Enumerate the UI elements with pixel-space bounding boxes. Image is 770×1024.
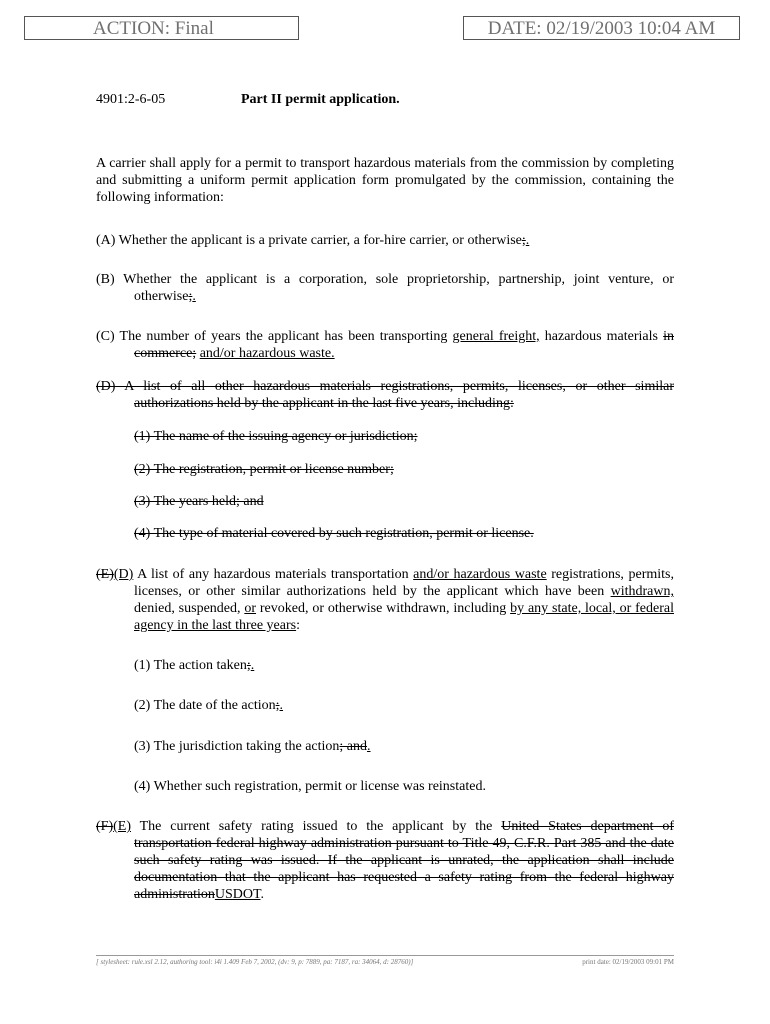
item-1-inserted: .	[250, 658, 255, 673]
footer-print-date: print date: 02/19/2003 09:01 PM	[582, 958, 674, 966]
item-2-inserted: .	[279, 698, 284, 713]
item-3-deleted: ; and	[339, 739, 368, 754]
paragraph-a-deleted: ;	[521, 233, 526, 248]
paragraph-b-text: (B) Whether the applicant is a corporation, sole proprietorship, partnership, joint venture, or otherwise	[96, 272, 674, 304]
item-1-text: (1) The action taken	[134, 658, 247, 673]
paragraph-d-item-4: (4) The type of material covered by such registration, permit or license.	[134, 526, 534, 541]
paragraph-e-item-1	[134, 657, 254, 674]
paragraph-e-inserted-3: or	[244, 601, 257, 616]
item-2-deleted: ;	[275, 698, 280, 713]
paragraph-d-item-1: (1) The name of the issuing agency or jurisdiction;	[134, 429, 418, 444]
paragraph-e-inserted-4: by any state, local, or federal agency in the last three years	[134, 601, 674, 633]
rule-number: 4901:2-6-05	[96, 92, 166, 107]
paragraph-e-item-4	[134, 778, 486, 795]
paragraph-a-text: (A) Whether the applicant is a private carrier, a for-hire carrier, or otherwise	[96, 233, 522, 248]
paragraph-e-text-4: revoked, or otherwise withdrawn, including	[256, 601, 511, 616]
paragraph-d-item-3: (3) The years held; and	[134, 494, 264, 509]
paragraph-e-new-label: (D)	[113, 567, 134, 582]
item-3-text: (3) The jurisdiction taking the action	[134, 739, 340, 754]
action-box	[24, 16, 299, 40]
paragraph-f-deleted: United States department of transportation federal highway administration pursuant to Title 49, C.F.R. Part 385 and the date such safety rating was issued. If the applicant is unrated, the application shall include documentation that the applicant has requested a safety rating from the federal highway administration	[134, 819, 674, 902]
footer-divider	[96, 955, 674, 956]
footer-stylesheet-info: [ stylesheet: rule.xsl 2.12, authoring tool: i4i 1.409 Feb 7, 2002, (dv: 9, p: 7889, pa: 7187, ra: 34064, d: 28760)]	[96, 958, 414, 966]
paragraph-c-deleted: in commerce;	[134, 329, 674, 361]
paragraph-e-inserted-1: and/or hazardous waste	[413, 567, 547, 582]
paragraph-c-inserted-2: and/or hazardous waste.	[199, 346, 335, 361]
item-3-inserted: .	[367, 739, 371, 754]
paragraph-f-new-label: (E)	[113, 819, 132, 834]
paragraph-e-inserted-2: withdrawn,	[610, 584, 674, 599]
paragraph-b	[96, 271, 674, 305]
paragraph-d-deleted: (D) A list of all other hazardous materials registrations, permits, licenses, or other similar authorizations held by the applicant in the last five years, including:	[96, 379, 674, 411]
paragraph-c-inserted-1: general freight,	[452, 329, 540, 344]
paragraph-c-text-1: (C) The number of years the applicant has been transporting	[96, 329, 453, 344]
paragraph-a	[96, 232, 674, 249]
date-box	[463, 16, 740, 40]
paragraph-e-text-1: A list of any hazardous materials transportation	[133, 567, 414, 582]
paragraph-e-text-2: registrations, permits, licenses, or other similar authorizations held by the applicant which have been	[134, 567, 674, 599]
paragraph-c-text-2: hazardous materials	[539, 329, 664, 344]
paragraph-c	[96, 328, 674, 362]
paragraph-f-inserted: USDOT	[214, 887, 261, 902]
paragraph-f	[96, 818, 674, 903]
paragraph-f-old-label: (F)	[96, 819, 114, 834]
paragraph-f-text-2: .	[260, 887, 265, 902]
item-1-deleted: ;	[246, 658, 251, 673]
paragraph-e-item-2	[134, 697, 283, 714]
paragraph-e-old-label: (E)	[96, 567, 114, 582]
paragraph-f-text-1: The current safety rating issued to the applicant by the	[131, 819, 502, 834]
paragraph-b-deleted: ;	[188, 289, 193, 304]
paragraph-e-text-5: :	[296, 618, 300, 633]
paragraph-b-inserted: .	[192, 289, 196, 304]
intro-paragraph: A carrier shall apply for a permit to transport hazardous materials from the commission by completing and submitting a uniform permit application form promulgated by the commission, containing the following information:	[96, 156, 674, 205]
action-label: ACTION: Final	[93, 18, 214, 39]
paragraph-e	[96, 566, 674, 634]
paragraph-a-inserted: .	[525, 233, 530, 248]
paragraph-e-text-3: denied, suspended,	[134, 601, 245, 616]
paragraph-e-item-3	[134, 738, 371, 755]
date-label: DATE: 02/19/2003 10:04 AM	[487, 18, 716, 39]
paragraph-d-item-2: (2) The registration, permit or license number;	[134, 462, 394, 477]
item-4-text: (4) Whether such registration, permit or license was reinstated.	[134, 779, 486, 794]
item-2-text: (2) The date of the action	[134, 698, 276, 713]
rule-title: Part II permit application.	[241, 92, 400, 107]
